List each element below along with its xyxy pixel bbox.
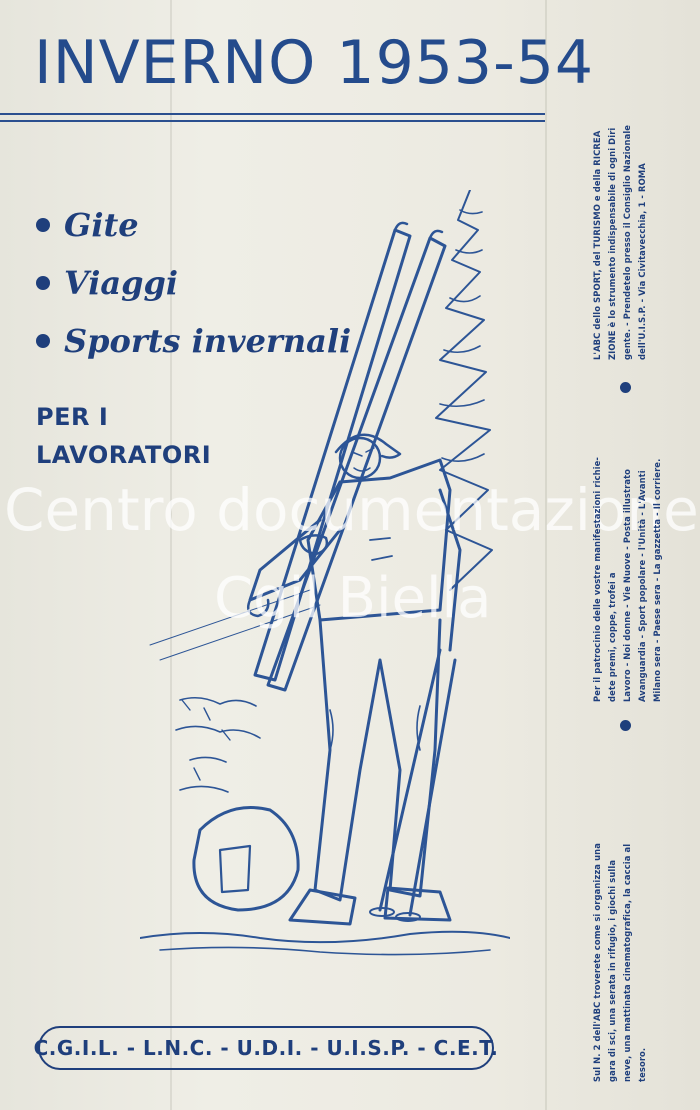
abc-sidebar-text-middle: Per il patrocinio delle vostre manifestazioni richie- dete premi, coppe, trofei a Lavoro - Noi donne - Vie Nuove - Posta illustrato Avanguardia - Sport popolare - l'Unità - L'Avanti Milano sera - Paese sera - La gazzetta - Il corriere. bbox=[592, 456, 662, 702]
abc-sidebar-text-bottom: Sul N. 2 dell'ABC troverete come si organizza una gara di sci, una serata in rifugio, i giochi sulla neve, una mattinata cinematografica, la caccia al tesoro. bbox=[592, 843, 647, 1082]
list-item: Viaggi bbox=[36, 254, 351, 312]
list-item: Sports invernali bbox=[36, 312, 351, 370]
bullet-icon bbox=[36, 218, 50, 232]
title-rule bbox=[0, 113, 545, 115]
bullet-icon bbox=[36, 276, 50, 290]
audience-text: PER I LAVORATORI bbox=[36, 403, 212, 469]
poster-title: INVERNO 1953-54 bbox=[34, 28, 595, 98]
title-rule bbox=[0, 120, 545, 122]
bullet-icon bbox=[620, 382, 631, 393]
fold-line bbox=[545, 0, 547, 1110]
bullet-icon bbox=[620, 720, 631, 731]
show-through-text bbox=[46, 132, 50, 160]
watermark-text: Cgil Biella bbox=[214, 566, 492, 631]
organizations-pill: C.G.I.L. - L.N.C. - U.D.I. - U.I.S.P. - C.E.T. bbox=[38, 1026, 494, 1070]
list-item: Gite bbox=[36, 196, 351, 254]
abc-sidebar-text-top: L'ABC dello SPORT, del TURISMO e della RICREA ZIONE è lo strumento indispensabile di ogni Diri gente. - Prendetelo presso il Consiglio Nazionale dell'U.I.S.P. - Via Civitavecchia, 1 - ROMA bbox=[592, 124, 647, 360]
watermark-text: Centro documentazione bbox=[4, 476, 699, 544]
bullet-icon bbox=[36, 334, 50, 348]
